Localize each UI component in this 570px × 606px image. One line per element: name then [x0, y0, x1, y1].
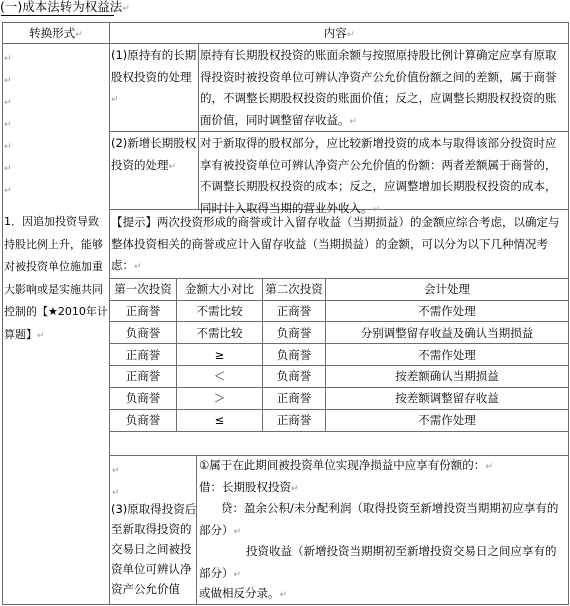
subtable-cell-accounting-treatment: 不需作处理	[418, 347, 476, 362]
section-heading: (一)成本法转为权益法↵	[0, 0, 130, 14]
subtable-cell-amount-compare: ＞	[213, 391, 226, 406]
subtable-cell-accounting-treatment: 不需作处理	[418, 304, 476, 318]
subtable-cell-amount-compare: 不需比较	[196, 325, 243, 340]
subtable-cell-first-investment: 正商誉	[125, 369, 161, 384]
conversion-form-text: 1．因追加投资导致持股比例上升，能够对被投资单位施加重大影响或是实施共同控制的【★2010年计算题】↵	[4, 215, 108, 341]
left-empty-markers: ↵ ↵ ↵ ↵ ↵ ↵ ↵	[4, 54, 12, 196]
row3-line3: 贷：盈余公积/未分配利润（取得投资至新增投资当期期初应享有的部分）↵	[199, 501, 559, 537]
subtable-cell-first-investment: 正商誉	[125, 304, 161, 318]
subtable-cell-second-investment: 负商誉	[276, 325, 312, 340]
subtable-cell-amount-compare: ≥	[214, 347, 225, 362]
row2-content: 对于新取得的股权部分，应比较新增投资的成本与取得该部分投资时应享有被投资单位可辨认净资产公允价值的份额：两者差额属于商誉的，不调整长期股权投资的成本；反之，应调整增加长期股权投资的成本，同时计入取得当期的营业外收入。↵	[200, 136, 557, 215]
row1-content: 原持有长期股权投资的账面余额与按照原持股比例计算确定应享有原取得投资时被投资单位可辨认净资产公允价值份额之间的差额，属于商誉的，不调整长期股权投资的账面价值；反之，应调整长期股权投资的账面价值，同时调整留存收益。↵	[200, 48, 557, 127]
row2-label: (2)新增长期股权投资的处理↵	[111, 136, 197, 172]
subtable-cell-accounting-treatment: 不需作处理	[418, 413, 476, 427]
subtable-cell-second-investment: 正商誉	[276, 413, 312, 427]
subheader-first-investment: 第一次投资	[114, 282, 172, 296]
heading-underline	[1, 15, 114, 16]
subheader-amount-compare: 金额大小对比	[185, 282, 254, 296]
row3-line1: ①属于在此期间被投资单位实现净损益中应享有份额的：↵	[199, 458, 493, 472]
header-conversion-form: 转换形式↵	[29, 26, 83, 40]
subtable-cell-accounting-treatment: 按差额确认当期损益	[395, 369, 499, 384]
row1-label: (1)原持有的长期股权投资的处理↵	[111, 48, 197, 105]
subtable-cell-amount-compare: 不需比较	[196, 304, 243, 318]
subtable-cell-amount-compare: ＜	[213, 369, 226, 384]
subtable-cell-first-investment: 负商誉	[125, 391, 161, 406]
row3-line4: 投资收益（新增投资当期期初至新增投资交易日之间应享有的部分）↵	[199, 544, 557, 580]
subtable-cell-accounting-treatment: 分别调整留存收益及确认当期损益	[360, 325, 534, 340]
subtable-cell-second-investment: 正商誉	[276, 391, 312, 406]
row3-label: (3)原取得投资后至新取得投资的交易日之间被投资单位可辨认净资产公允价值	[111, 502, 197, 596]
row3-line2: 借：长期股权投资↵	[199, 480, 299, 494]
subtable-cell-second-investment: 负商誉	[276, 347, 312, 362]
subheader-second-investment: 第二次投资	[265, 282, 323, 296]
subtable-cell-first-investment: 正商誉	[125, 347, 161, 362]
row3-line5: 或做相反分录。↵	[199, 586, 288, 600]
subtable-cell-second-investment: 正商誉	[276, 304, 312, 318]
row3-empty-markers: ↵ ↵	[112, 466, 120, 498]
header-content: 内容↵	[323, 26, 355, 40]
subtable-cell-accounting-treatment: 按差额调整留存收益	[395, 391, 499, 406]
subtable-cell-second-investment: 负商誉	[276, 369, 312, 384]
subheader-accounting: 会计处理	[424, 282, 470, 296]
subtable-cell-first-investment: 负商誉	[125, 413, 161, 427]
tip-text: 【提示】两次投资形成的商誉或计入留存收益（当期损益）的金额应综合考虑，以确定与整体投资相关的商誉或应计入留存收益（当期损益）的金额，可以分为以下几种情况考虑：↵	[111, 215, 560, 272]
subtable-cell-amount-compare: ≤	[214, 413, 225, 427]
subtable-cell-first-investment: 负商誉	[125, 325, 161, 340]
